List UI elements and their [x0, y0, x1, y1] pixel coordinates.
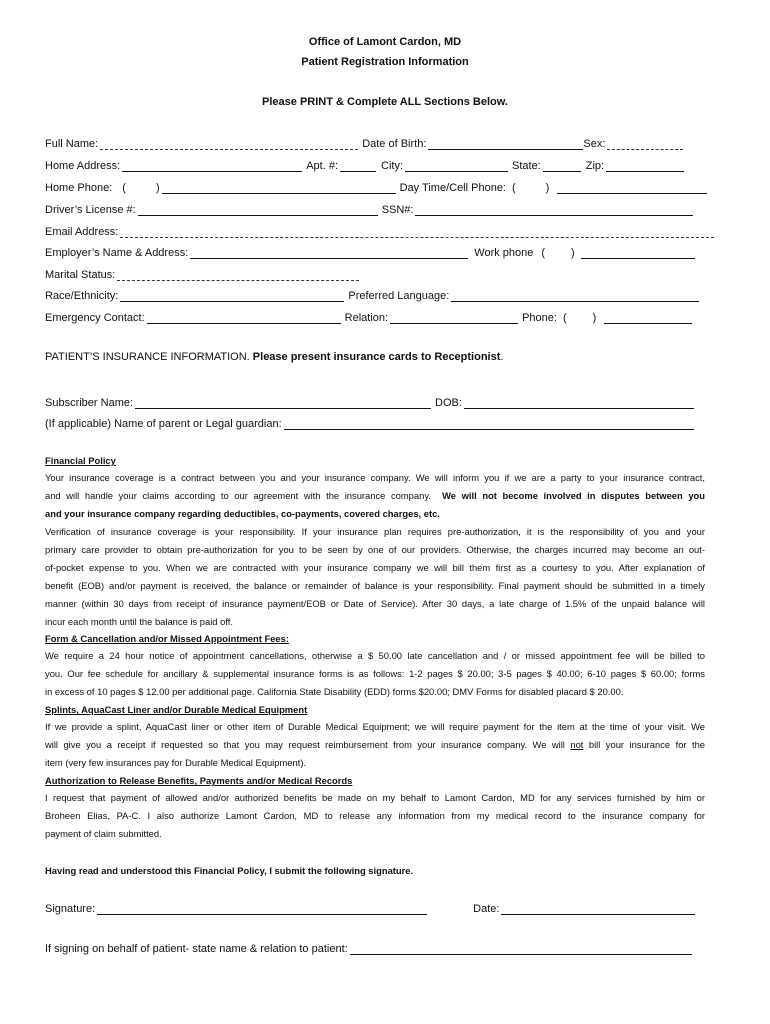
home-phone-label: Home Phone: — [45, 182, 113, 194]
work-phone-paren-close: ) — [571, 247, 575, 259]
row-home-phone — [45, 180, 707, 194]
row-emergency — [45, 310, 692, 324]
phone-field[interactable] — [604, 312, 692, 324]
apt-field[interactable] — [340, 160, 376, 172]
policy-line: We require a 24 hour notice of appointment cancellations, otherwise a $ 50.00 late cancellation and / or missed appointment fee will be billed to — [45, 650, 705, 661]
phone-paren-open: ( — [562, 312, 567, 324]
language-field[interactable] — [451, 290, 699, 302]
policy-line-part: and will handle your claims according to our agreement with the insurance company. — [45, 490, 431, 501]
phone-paren-close: ) — [592, 312, 597, 324]
marital-status-label: Marital Status: — [45, 269, 116, 281]
row-marital — [45, 267, 359, 281]
email-field[interactable] — [120, 226, 714, 238]
cancellation-text — [45, 647, 705, 701]
day-phone-area-code[interactable] — [518, 183, 546, 194]
policy-line: I request that payment of allowed and/or authorized benefits be made on my behalf to Lamont Cardon, MD for any services furnished by him or — [45, 792, 705, 803]
policy-line: in excess of 10 pages $ 12.00 per additional page. California State Disability (EDD) forms $20.00; DMV Forms for disabled placard $ 20.00. — [45, 686, 624, 697]
day-phone-paren-open: ( — [512, 182, 516, 194]
dob-field[interactable] — [428, 138, 583, 150]
policy-line-bold: We will not become involved in disputes between you — [442, 490, 705, 501]
phone-area-code[interactable] — [569, 313, 593, 324]
ssn-label: SSN#: — [381, 204, 414, 216]
row-signature — [45, 901, 695, 915]
policy-line-part: will give you a receipt if requested so that you may request reimbursement from your insurance company. We will — [45, 739, 565, 750]
policy-line: If we provide a splint, AquaCast liner or other item of Durable Medical Equipment; we will require payment for the item at the time of your visit. We — [45, 721, 705, 732]
full-name-label: Full Name: — [45, 138, 99, 150]
signature-field[interactable] — [97, 903, 427, 915]
guardian-label: (If applicable) Name of parent or Legal guardian: — [45, 418, 282, 430]
row-race — [45, 288, 699, 302]
sex-field[interactable] — [607, 138, 683, 150]
splints-text — [45, 718, 705, 772]
policy-line-bold: and your insurance company regarding deductibles, co-payments, covered charges, etc. — [45, 508, 440, 519]
subscriber-dob-label: DOB: — [435, 397, 462, 409]
drivers-license-field[interactable] — [138, 204, 378, 216]
zip-label: Zip: — [585, 160, 605, 172]
home-phone-field[interactable] — [162, 182, 396, 194]
policy-line: incur each month until the balance is paid off. — [45, 616, 233, 627]
race-label: Race/Ethnicity: — [45, 290, 119, 302]
cancellation-title: Form & Cancellation and/or Missed Appointment Fees: — [45, 633, 289, 644]
row-license — [45, 202, 693, 216]
relation-field[interactable] — [390, 312, 518, 324]
emergency-contact-field[interactable] — [147, 312, 341, 324]
guardian-field[interactable] — [284, 418, 694, 430]
state-field[interactable] — [543, 160, 581, 172]
marital-status-field[interactable] — [117, 269, 359, 281]
employer-label: Employer’s Name & Address: — [45, 247, 189, 259]
policy-line — [45, 736, 705, 754]
financial-policy-text — [45, 469, 705, 631]
office-name: Office of Lamont Cardon, MD — [308, 36, 462, 48]
policy-line: you. Our fee schedule for ancillary & supplemental insurance forms is as follows: 1-2 pages $ 20.00; 3-5 pages $ 40.00; 6-10 pages $ 60.00; forms — [45, 668, 705, 679]
policy-line: Your insurance coverage is a contract between you and your insurance company. We will inform you if we are a party to your insurance contract, — [45, 472, 705, 483]
subscriber-dob-field[interactable] — [464, 397, 694, 409]
authorization-title: Authorization to Release Benefits, Payments and/or Medical Records — [45, 775, 353, 786]
acknowledgement-text: Having read and understood this Financial Policy, I submit the following signature. — [45, 865, 414, 876]
home-phone-paren-open: ( — [122, 182, 126, 194]
row-email — [45, 224, 714, 238]
policy-line: primary care provider to obtain pre-authorization for you to be seen by one of our providers. Otherwise, the charges incurred may become an out- — [45, 544, 705, 555]
behalf-field[interactable] — [350, 943, 692, 955]
phone-label: Phone: — [522, 312, 557, 324]
day-phone-field[interactable] — [557, 182, 707, 194]
work-phone-label: Work phone — [474, 247, 534, 259]
email-label: Email Address: — [45, 226, 119, 238]
row-employer — [45, 245, 695, 259]
row-behalf — [45, 941, 692, 955]
row-subscriber — [45, 395, 694, 409]
policy-line: payment of claim submitted. — [45, 828, 162, 839]
full-name-field[interactable] — [100, 138, 358, 150]
policy-line — [45, 487, 705, 505]
row-full-name — [45, 136, 683, 150]
race-field[interactable] — [120, 290, 344, 302]
zip-field[interactable] — [606, 160, 684, 172]
row-guardian — [45, 416, 694, 430]
insurance-heading-end: . — [500, 351, 504, 363]
work-phone-paren-open: ( — [541, 247, 546, 259]
authorization-text — [45, 789, 705, 843]
ssn-field[interactable] — [415, 204, 693, 216]
policy-line: of-pocket expense to you. When we are contracted with your insurance company we will bill them first as a courtesy to you. After explanation of — [45, 562, 705, 573]
financial-policy-title: Financial Policy — [45, 455, 116, 466]
splints-title: Splints, AquaCast Liner and/or Durable Medical Equipment — [45, 704, 308, 715]
city-label: City: — [381, 160, 403, 172]
policy-line: Broheen Elias, PA-C. I also authorize Lamont Cardon, MD to release any information from my medical record to the insurance company for — [45, 810, 705, 821]
employer-field[interactable] — [190, 247, 468, 259]
date-field[interactable] — [501, 903, 695, 915]
home-phone-paren-close: ) — [155, 182, 160, 194]
subscriber-name-field[interactable] — [135, 397, 431, 409]
home-address-label: Home Address: — [45, 160, 121, 172]
date-label: Date: — [473, 903, 500, 915]
day-phone-paren-close: ) — [545, 182, 550, 194]
policy-line: benefit (EOB) and/or payment is received, the balance or remainder of balance is your responsibility. Final payment should be submitted in a timely — [45, 580, 705, 591]
city-field[interactable] — [405, 160, 508, 172]
sex-label: Sex: — [583, 138, 606, 150]
drivers-license-label: Driver’s License #: — [45, 204, 136, 216]
language-label: Preferred Language: — [348, 290, 450, 302]
emergency-contact-label: Emergency Contact: — [45, 312, 145, 324]
row-home-address — [45, 158, 684, 172]
policy-line: item (very few insurances pay for Durable Medical Equipment). — [45, 757, 307, 768]
insurance-heading — [45, 351, 503, 363]
signature-label: Signature: — [45, 903, 96, 915]
apt-label: Apt. #: — [306, 160, 338, 172]
policy-line: manner (within 30 days from receipt of insurance payment/EOB or Date of Service). After 30 days, a late charge of 1.5% of the unpaid balance will — [45, 598, 705, 609]
state-label: State: — [512, 160, 541, 172]
work-phone-area-code[interactable] — [547, 248, 571, 259]
subscriber-name-label: Subscriber Name: — [45, 397, 134, 409]
work-phone-field[interactable] — [581, 247, 695, 259]
behalf-label: If signing on behalf of patient- state name & relation to patient: — [45, 943, 348, 955]
day-phone-label: Day Time/Cell Phone: — [399, 182, 506, 194]
form-title: Patient Registration Information — [301, 56, 469, 68]
relation-label: Relation: — [344, 312, 389, 324]
insurance-heading-bold: Please present insurance cards to Receptionist — [252, 351, 501, 363]
insurance-heading-plain: PATIENT’S INSURANCE INFORMATION. — [45, 351, 250, 363]
form-instruction: Please PRINT & Complete ALL Sections Below. — [262, 96, 508, 108]
home-phone-area-code[interactable] — [128, 183, 156, 194]
policy-line-part: bill your insurance for the — [588, 739, 706, 750]
policy-line: Verification of insurance coverage is your responsibility. If your insurance plan requires pre-authorization, it is the responsibility of you and your — [45, 526, 705, 537]
policy-line-underline: not — [570, 739, 584, 750]
home-address-field[interactable] — [122, 160, 302, 172]
dob-label: Date of Birth: — [362, 138, 427, 150]
